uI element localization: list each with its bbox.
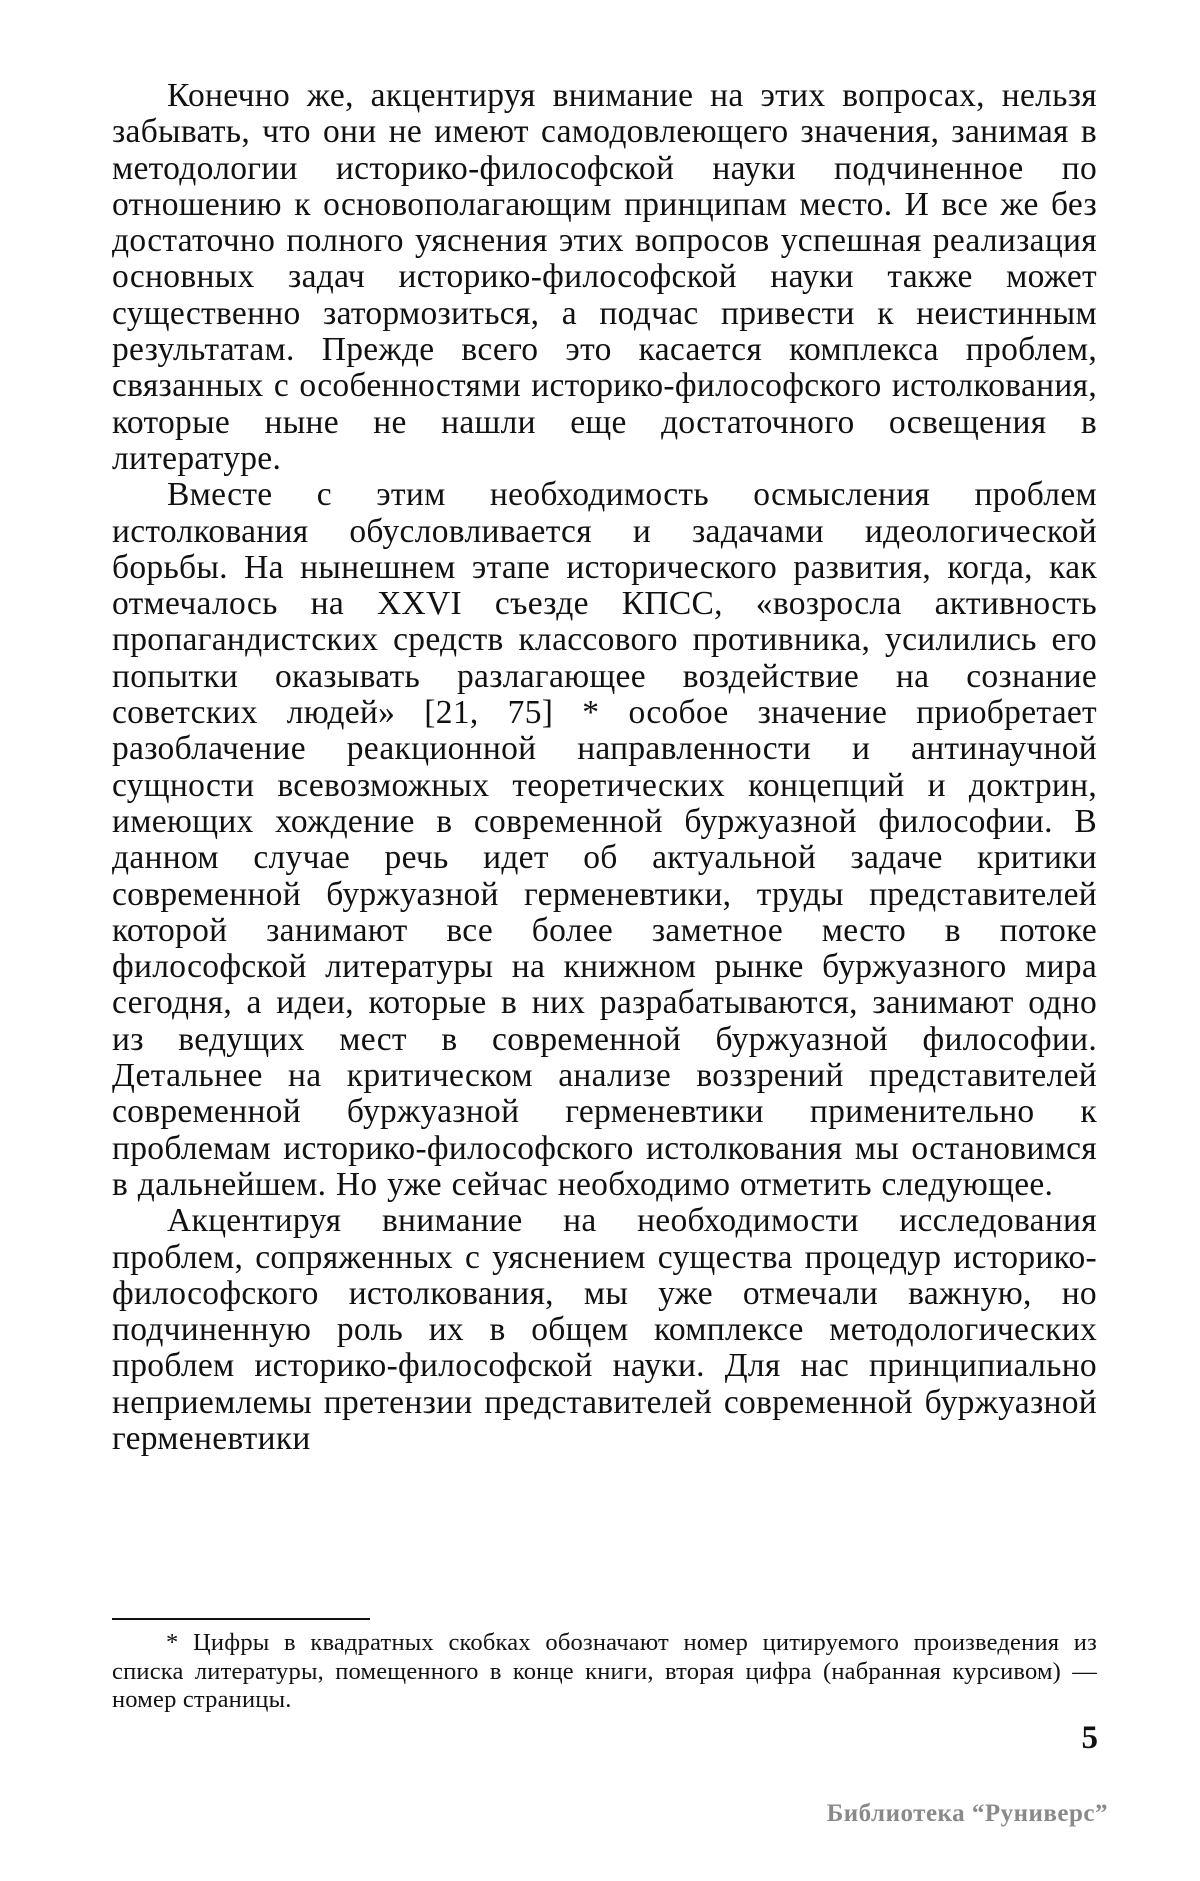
- main-text: [112, 78, 1097, 1457]
- paragraph-2: Вместе с этим необходимость осмысления проблем истолкования обусловливается и задачами идеологической борьбы. На нынешнем этапе исторического развития, когда, как отмечалось на XXVI съезде КПСС, «возросла активность пропагандистских средств классового противника, усилились его попытки оказывать разлагающее воздействие на сознание советских людей» [21, 75] * особое значение приобретает разоблачение реакционной направленности и антинаучной сущности всевозможных теоретических концепций и доктрин, имеющих хождение в современной буржуазной философии. В данном случае речь идет об актуальной задаче критики современной буржуазной герменевтики, труды представителей которой занимают все более заметное место в потоке философской литературы на книжном рынке буржуазного мира сегодня, а идеи, которые в них разрабатываются, занимают одно из ведущих мест в современной буржуазной философии. Детальнее на критическом анализе воззрений представителей современной буржуазной герменевтики применительно к проблемам историко-философского истолкования мы остановимся в дальнейшем. Но уже сейчас необходимо отметить следующее.: [112, 476, 1097, 1203]
- paragraph-1: Конечно же, акцентируя внимание на этих вопросах, нельзя забывать, что они не имеют самодовлеющего значения, занимая в методологии историко-философской науки подчиненное по отношению к основополагающим принципам место. И все же без достаточно полного уяснения этих вопросов успешная реализация основных задач историко-философской науки также может существенно затормозиться, а подчас привести к неистинным результатам. Прежде всего это касается комплекса проблем, связанных с особенностями историко-философского истолкования, которые ныне не нашли еще достаточного освещения в литературе.: [112, 77, 1097, 477]
- page-number: 5: [1081, 1720, 1098, 1756]
- footnote-divider: [112, 1618, 370, 1620]
- footnote: * Цифры в квадратных скобках обозначают номер цитируемого произведения из списка литературы, помещенного в конце книги, вторая цифра (набранная курсивом) — номер страницы.: [112, 1629, 1097, 1713]
- paragraph-3: Акцентируя внимание на необходимости исследования проблем, сопряженных с уяснением существа процедур историко-философского истолкования, мы уже отмечали важную, но подчиненную роль их в общем комплексе методологических проблем историко-философской науки. Для нас принципиально неприемлемы претензии представителей современной буржуазной герменевтики: [112, 1202, 1097, 1457]
- library-watermark: Библиотека “Руниверс”: [826, 1800, 1108, 1827]
